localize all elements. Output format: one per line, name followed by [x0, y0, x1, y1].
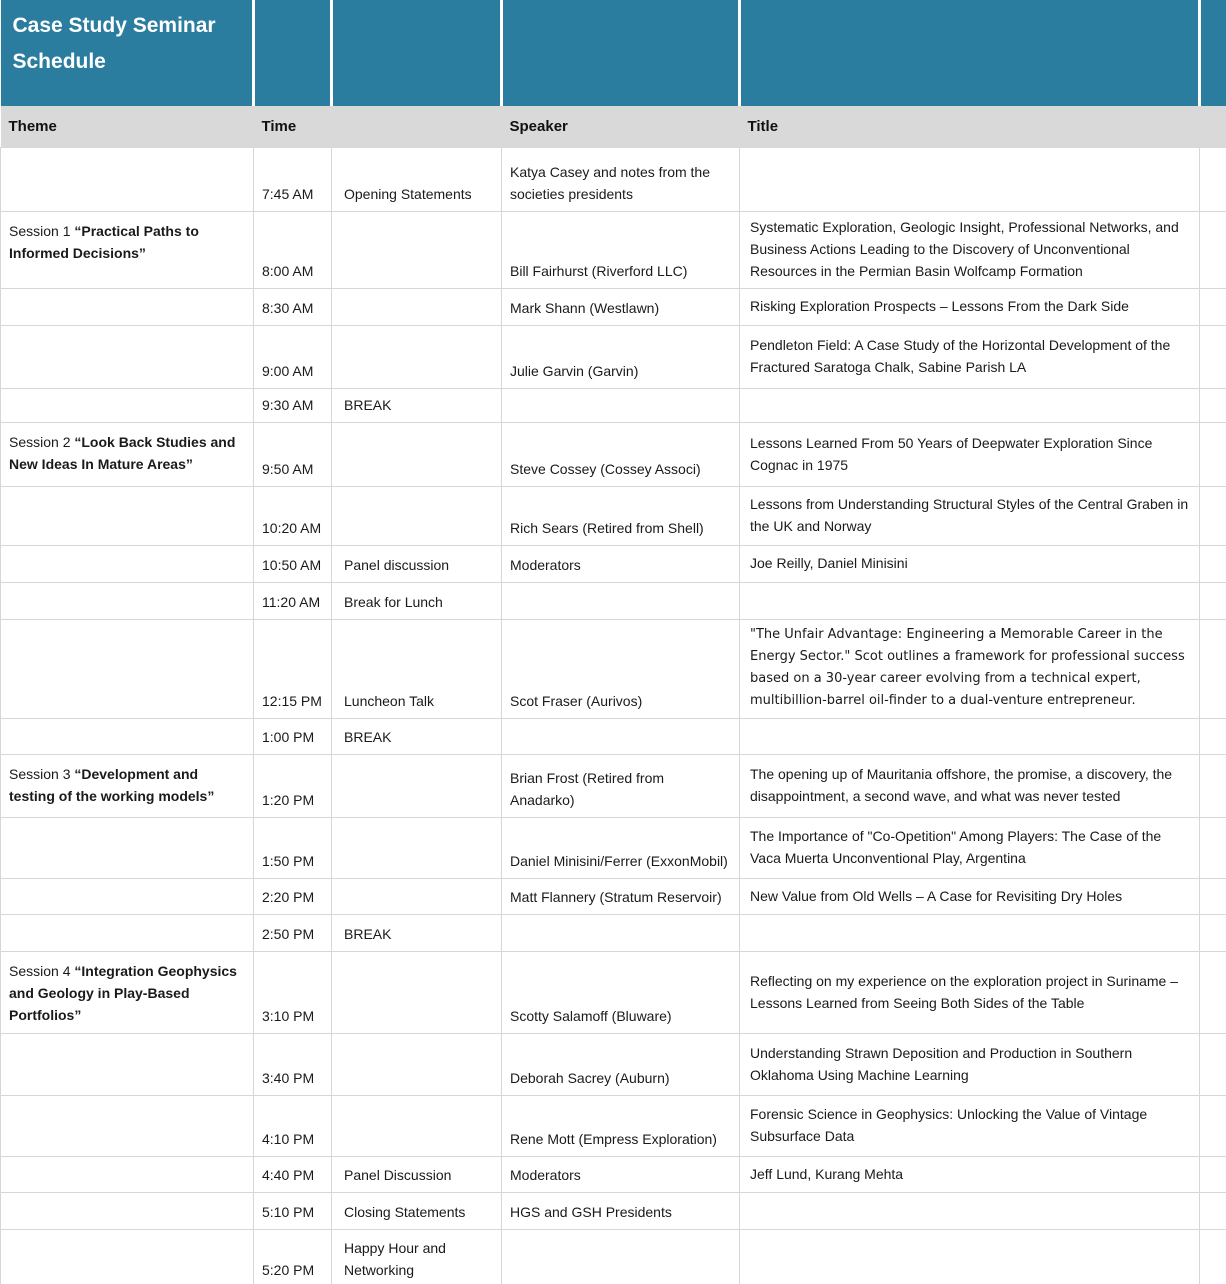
session-theme: “Look Back Studies and New Ideas In Mature Areas” [9, 434, 236, 472]
theme-cell [1, 1034, 254, 1096]
schedule-row [1, 818, 1226, 879]
theme-cell [1, 212, 254, 289]
event-cell [332, 952, 502, 1034]
event-cell [332, 423, 502, 487]
theme-cell [1, 289, 254, 326]
spacer-cell [1200, 1193, 1226, 1230]
talk-title-cell [740, 148, 1200, 212]
time-cell: 8:30 AM [254, 289, 332, 326]
spacer-cell [1200, 487, 1226, 546]
speaker-cell: Julie Garvin (Garvin) [502, 326, 740, 389]
event-cell: Panel Discussion [332, 1157, 502, 1193]
talk-title-cell [740, 1193, 1200, 1230]
column-header-title: Title [740, 106, 1200, 148]
title-band-spacer [1200, 0, 1226, 106]
talk-title-cell: New Value from Old Wells – A Case for Revisiting Dry Holes [740, 879, 1200, 915]
schedule-row [1, 1034, 1226, 1096]
speaker-cell: Rene Mott (Empress Exploration) [502, 1096, 740, 1157]
event-cell: Closing Statements [332, 1193, 502, 1230]
schedule-row [1, 879, 1226, 915]
time-cell: 1:00 PM [254, 719, 332, 755]
schedule-row [1, 755, 1226, 818]
session-label: Session 4 [9, 963, 75, 979]
speaker-cell: Matt Flannery (Stratum Reservoir) [502, 879, 740, 915]
theme-cell [1, 1096, 254, 1157]
theme-cell [1, 1157, 254, 1193]
time-cell: 10:50 AM [254, 546, 332, 583]
column-header-theme: Theme [1, 106, 254, 148]
page-title: Case Study Seminar Schedule [12, 14, 216, 73]
session-label: Session 1 [9, 223, 75, 239]
talk-title-cell: Risking Exploration Prospects – Lessons From the Dark Side [740, 289, 1200, 326]
event-cell: Panel discussion [332, 546, 502, 583]
schedule-row [1, 1230, 1226, 1284]
speaker-cell: Katya Casey and notes from the societies presidents [502, 148, 740, 212]
theme-cell [1, 719, 254, 755]
theme-cell [1, 148, 254, 212]
spacer-cell [1200, 389, 1226, 423]
spacer-cell [1200, 546, 1226, 583]
spacer-cell [1200, 879, 1226, 915]
time-cell: 1:20 PM [254, 755, 332, 818]
theme-cell [1, 1230, 254, 1284]
session-theme: “Integration Geophysics and Geology in Play-Based Portfolios” [9, 963, 237, 1023]
time-cell: 2:20 PM [254, 879, 332, 915]
speaker-cell [502, 1230, 740, 1284]
schedule-row [1, 289, 1226, 326]
title-band-spacer [254, 0, 332, 106]
talk-title-cell: The opening up of Mauritania offshore, the promise, a discovery, the disappointment, a second wave, and what was never tested [740, 755, 1200, 818]
spacer-cell [1200, 1096, 1226, 1157]
theme-cell [1, 546, 254, 583]
speaker-cell: Daniel Minisini/Ferrer (ExxonMobil) [502, 818, 740, 879]
speaker-cell: Mark Shann (Westlawn) [502, 289, 740, 326]
time-cell: 3:40 PM [254, 1034, 332, 1096]
theme-cell [1, 1193, 254, 1230]
event-cell: BREAK [332, 389, 502, 423]
schedule-row [1, 915, 1226, 952]
session-theme: “Development and testing of the working models” [9, 766, 215, 804]
theme-cell [1, 583, 254, 620]
speaker-cell: Steve Cossey (Cossey Associ) [502, 423, 740, 487]
speaker-cell [502, 389, 740, 423]
event-cell [332, 212, 502, 289]
speaker-cell: Moderators [502, 1157, 740, 1193]
theme-cell [1, 879, 254, 915]
column-header-event [332, 106, 502, 148]
talk-title-cell [740, 583, 1200, 620]
talk-title-cell: Pendleton Field: A Case Study of the Horizontal Development of the Fractured Saratoga Chalk, Sabine Parish LA [740, 326, 1200, 389]
session-theme: “Practical Paths to Informed Decisions” [9, 223, 199, 261]
talk-title-cell: Forensic Science in Geophysics: Unlocking the Value of Vintage Subsurface Data [740, 1096, 1200, 1157]
event-cell [332, 487, 502, 546]
talk-title-cell: Joe Reilly, Daniel Minisini [740, 546, 1200, 583]
theme-cell [1, 952, 254, 1034]
schedule-row [1, 620, 1226, 719]
title-band [1, 0, 1226, 106]
theme-cell [1, 423, 254, 487]
time-cell: 4:10 PM [254, 1096, 332, 1157]
event-cell: BREAK [332, 915, 502, 952]
time-cell: 9:00 AM [254, 326, 332, 389]
event-cell [332, 289, 502, 326]
talk-title-cell [740, 389, 1200, 423]
schedule-row [1, 719, 1226, 755]
talk-title-cell: Jeff Lund, Kurang Mehta [740, 1157, 1200, 1193]
schedule-row [1, 389, 1226, 423]
spacer-cell [1200, 423, 1226, 487]
speaker-cell: Deborah Sacrey (Auburn) [502, 1034, 740, 1096]
column-header-time: Time [254, 106, 332, 148]
talk-title-cell [740, 719, 1200, 755]
speaker-cell: Moderators [502, 546, 740, 583]
spacer-cell [1200, 818, 1226, 879]
theme-cell [1, 755, 254, 818]
time-cell: 10:20 AM [254, 487, 332, 546]
spacer-cell [1200, 326, 1226, 389]
schedule-row [1, 1193, 1226, 1230]
talk-title-cell [740, 1230, 1200, 1284]
title-band-spacer [502, 0, 740, 106]
title-band-spacer [332, 0, 502, 106]
time-cell: 1:50 PM [254, 818, 332, 879]
speaker-cell: Scotty Salamoff (Bluware) [502, 952, 740, 1034]
event-cell: BREAK [332, 719, 502, 755]
event-cell: Opening Statements [332, 148, 502, 212]
title-band-spacer [740, 0, 1200, 106]
schedule-row [1, 148, 1226, 212]
speaker-cell [502, 915, 740, 952]
theme-cell [1, 620, 254, 719]
schedule-row [1, 546, 1226, 583]
session-label: Session 2 [9, 434, 75, 450]
time-cell: 7:45 AM [254, 148, 332, 212]
column-header-row [1, 106, 1226, 148]
spacer-cell [1200, 212, 1226, 289]
event-cell: Happy Hour and Networking [332, 1230, 502, 1284]
time-cell: 5:20 PM [254, 1230, 332, 1284]
talk-title-cell: Understanding Strawn Deposition and Production in Southern Oklahoma Using Machine Learning [740, 1034, 1200, 1096]
event-cell [332, 755, 502, 818]
time-cell: 9:50 AM [254, 423, 332, 487]
event-cell [332, 1034, 502, 1096]
event-cell [332, 1096, 502, 1157]
spacer-cell [1200, 952, 1226, 1034]
theme-cell [1, 326, 254, 389]
spacer-cell [1200, 620, 1226, 719]
schedule-row [1, 487, 1226, 546]
talk-title-cell: Reflecting on my experience on the exploration project in Suriname – Lessons Learned from Seeing Both Sides of the Table [740, 952, 1200, 1034]
speaker-cell [502, 583, 740, 620]
title-band-cell [1, 0, 254, 106]
column-header-spacer [1200, 106, 1226, 148]
schedule-row [1, 1157, 1226, 1193]
speaker-cell: Rich Sears (Retired from Shell) [502, 487, 740, 546]
time-cell: 3:10 PM [254, 952, 332, 1034]
talk-title-cell: Lessons from Understanding Structural Styles of the Central Graben in the UK and Norway [740, 487, 1200, 546]
spacer-cell [1200, 1157, 1226, 1193]
event-cell: Luncheon Talk [332, 620, 502, 719]
speaker-cell: Bill Fairhurst (Riverford LLC) [502, 212, 740, 289]
spacer-cell [1200, 755, 1226, 818]
time-cell: 4:40 PM [254, 1157, 332, 1193]
spacer-cell [1200, 289, 1226, 326]
session-label: Session 3 [9, 766, 75, 782]
spacer-cell [1200, 1230, 1226, 1284]
event-cell [332, 818, 502, 879]
talk-title-cell: The Importance of "Co-Opetition" Among Players: The Case of the Vaca Muerta Unconventional Play, Argentina [740, 818, 1200, 879]
spacer-cell [1200, 719, 1226, 755]
speaker-cell: Scot Fraser (Aurivos) [502, 620, 740, 719]
theme-cell [1, 818, 254, 879]
time-cell: 2:50 PM [254, 915, 332, 952]
talk-title-cell: "The Unfair Advantage: Engineering a Memorable Career in the Energy Sector." Scot outlines a framework for professional success based on a 30-year career evolving from a technical expert, multibillion-barrel oil-finder to a dual-venture entrepreneur. [740, 620, 1200, 719]
time-cell: 5:10 PM [254, 1193, 332, 1230]
schedule-row [1, 326, 1226, 389]
time-cell: 8:00 AM [254, 212, 332, 289]
event-cell [332, 326, 502, 389]
event-cell [332, 879, 502, 915]
talk-title-cell: Lessons Learned From 50 Years of Deepwater Exploration Since Cognac in 1975 [740, 423, 1200, 487]
spacer-cell [1200, 148, 1226, 212]
schedule-row [1, 212, 1226, 289]
schedule-row [1, 952, 1226, 1034]
event-cell: Break for Lunch [332, 583, 502, 620]
theme-cell [1, 487, 254, 546]
theme-cell [1, 915, 254, 952]
schedule-row [1, 583, 1226, 620]
spacer-cell [1200, 583, 1226, 620]
speaker-cell: HGS and GSH Presidents [502, 1193, 740, 1230]
schedule-row [1, 1096, 1226, 1157]
spacer-cell [1200, 915, 1226, 952]
speaker-cell: Brian Frost (Retired from Anadarko) [502, 755, 740, 818]
time-cell: 12:15 PM [254, 620, 332, 719]
schedule-row [1, 423, 1226, 487]
spacer-cell [1200, 1034, 1226, 1096]
time-cell: 9:30 AM [254, 389, 332, 423]
time-cell: 11:20 AM [254, 583, 332, 620]
speaker-cell [502, 719, 740, 755]
talk-title-cell: Systematic Exploration, Geologic Insight, Professional Networks, and Business Actions Leading to the Discovery of Unconventional Resources in the Permian Basin Wolfcamp Formation [740, 212, 1200, 289]
theme-cell [1, 389, 254, 423]
talk-title-cell [740, 915, 1200, 952]
column-header-speaker: Speaker [502, 106, 740, 148]
